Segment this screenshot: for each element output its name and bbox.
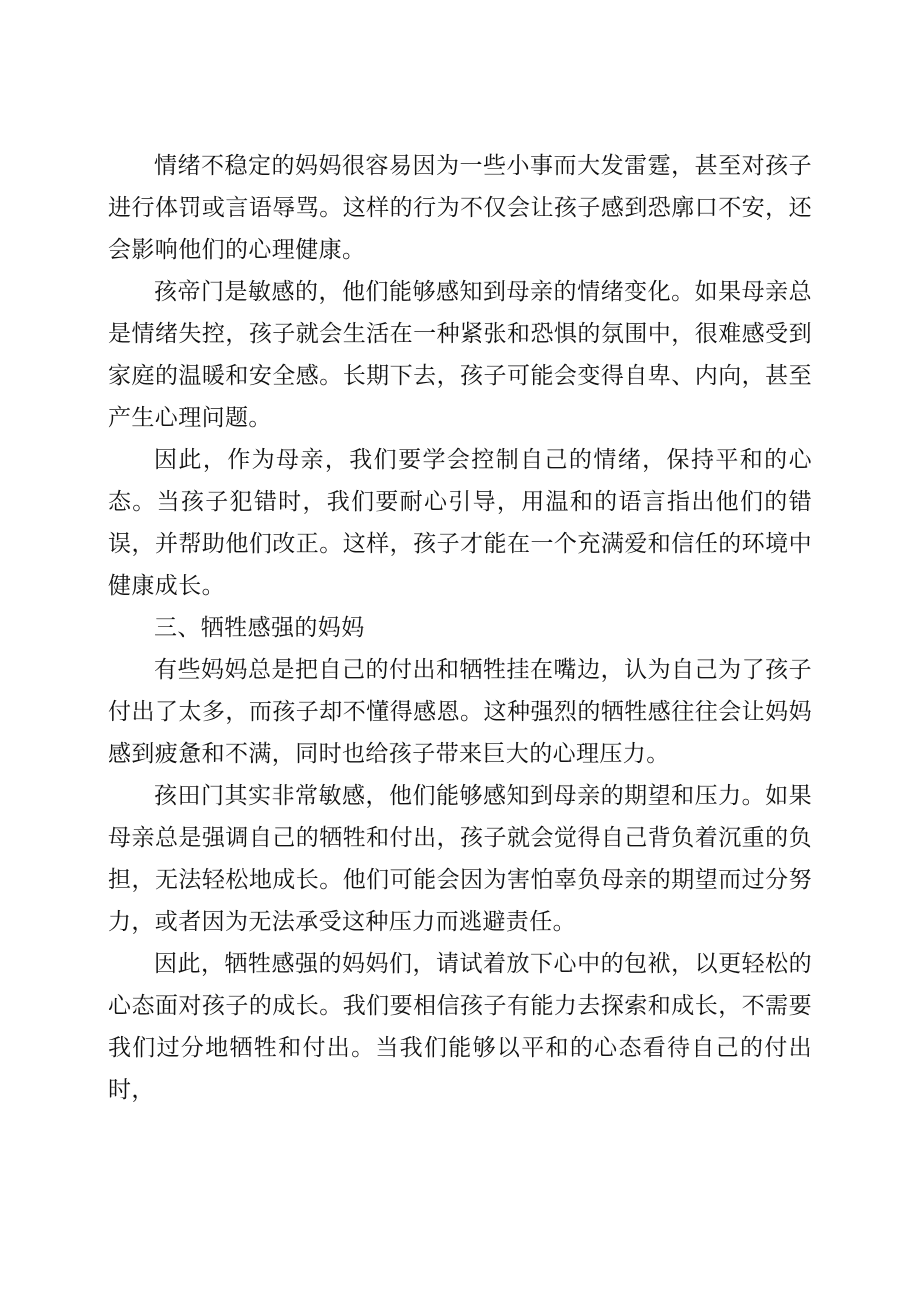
document-body: [108, 145, 812, 1111]
section-heading-sacrificing-mother: 三、牺牲感强的妈妈: [154, 615, 365, 641]
paragraph-emotional-mother: 情绪不稳定的妈妈很容易因为一些小事而大发雷霆，甚至对孩子进行体罚或言语辱骂。这样的行为不仅会让孩子感到恐廓口不安，还会影响他们的心理健康。: [108, 153, 812, 263]
paragraph-let-go: 因此，牺牲感强的妈妈们，请试着放下心中的包袱，以更轻松的心态面对孩子的成长。我们要相信孩子有能力去探索和成长，不需要我们过分地牺牲和付出。当我们能够以平和的心态看待自己的付出时，: [108, 951, 812, 1103]
paragraph-sacrifice: 有些妈妈总是把自己的付出和牺牲挂在嘴边，认为自己为了孩子付出了太多，而孩子却不懂得感恩。这种强烈的牺牲感往往会让妈妈感到疲惫和不满，同时也给孩子带来巨大的心理压力。: [108, 657, 812, 767]
paragraph-children-sensitive: 孩帝门是敏感的，他们能够感知到母亲的情绪变化。如果母亲总是情绪失控，孩子就会生活在一种紧张和恐惧的氛围中，很难感受到家庭的温暖和安全感。长期下去，孩子可能会变得自卑、内向，甚至产生心理问题。: [108, 279, 812, 431]
paragraph-children-pressure: 孩田门其实非常敏感，他们能够感知到母亲的期望和压力。如果母亲总是强调自己的牺牲和付出，孩子就会觉得自己背负着沉重的负担，无法轻松地成长。他们可能会因为害怕辜负母亲的期望而过分努力，或者因为无法承受这种压力而逃避责任。: [108, 783, 812, 935]
paragraph-control-emotions: 因此，作为母亲，我们要学会控制自己的情绪，保持平和的心态。当孩子犯错时，我们要耐心引导，用温和的语言指出他们的错误，并帮助他们改正。这样，孩子才能在一个充满爱和信任的环境中健康成长。: [108, 447, 812, 599]
